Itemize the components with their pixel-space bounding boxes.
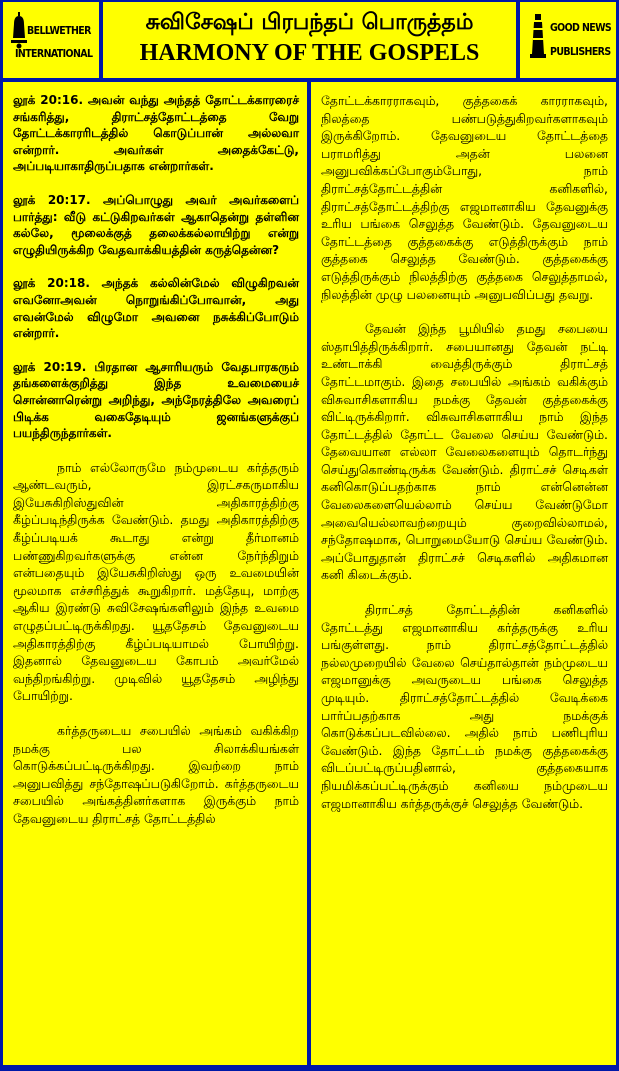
- right-logo-panel: [520, 2, 616, 78]
- verse-luke-20-19: லூக் 20:19. பிரதான ஆசாரியரும் வேதபாரகரும் தங்களைக்குறித்து இந்த உவமையைச் சொன்னாரென்று அறிந்து, அந்நேரத்திலே அவரைப் பிடிக்க வகைதேடியும் ஜனங்களுக்குப் பயந்திருந்தார்கள்.: [13, 359, 299, 441]
- commentary-paragraph: தேவன் இந்த பூமியில் தமது சபையை ஸ்தாபித்திருக்கிறார். சபையானது தேவன் நட்டி உண்டாக்கி வைத்திருக்கும் திராட்சத் தோட்டமாகும். இதை சபையில் அங்கம் வகிக்கும் விசுவாசிகளாகிய நமக்கு தேவன் குத்தகைக்கு விட்டிருக்கிறார். விசுவாசிகளாகிய நாம் இந்த தோட்டத்தில் தோட்ட வேலை செய்ய வேண்டும். தேவையான எல்லா வேலைகளையும் தொடர்ந்து செய்துகொண்டிருக்க வேண்டும். திராட்சச் செடிகள் கனிகொடுப்பதற்காக நாம் என்னென்ன வேலைகளையெல்லாம் செய்ய வேண்டுமோ அவையெல்லாவற்றையும் குறைவில்லாமல், சந்தோஷமாக, பொறுமையோடு செய்ய வேண்டும். அப்போதுதான் திராட்சச் செடிகளில் அதிகமான கனி கிடைக்கும்.: [321, 321, 608, 583]
- verse-luke-20-17: லூக் 20:17. அப்பொழுது அவர் அவர்களைப் பார்த்து: வீடு கட்டுகிறவர்கள் ஆகாதென்று தள்ளின கல்லே, மூலைக்குத் தலைக்கல்லாயிற்று என்று எழுதியிருக்கிற வேதவாக்கியத்தின் கருத்தென்ன?: [13, 192, 299, 257]
- left-column: [3, 82, 307, 1065]
- bellwether-logo: [7, 8, 95, 72]
- right-column: [311, 82, 616, 1065]
- left-logo-line1: BELLWETHER: [27, 25, 91, 37]
- good-news-logo: [524, 8, 612, 72]
- right-logo-line1: GOOD NEWS: [550, 22, 612, 34]
- commentary-paragraph: திராட்சத் தோட்டத்தின் கனிகளில் தோட்டத்து எஜமானாகிய கர்த்தருக்கு உரிய பங்குள்ளது. நாம் திராட்சத்தோட்டத்தில் நல்லமுறையில் வேலை செய்தால்தான் நம்முடைய எஜமானுக்கு அவருடைய பங்கை செலுத்த முடியும். திராட்சத்தோட்டத்தில் வேடிக்கை பார்ப்பதற்காக அது நமக்குக் கொடுக்கப்படவில்லை. அதில் நாம் பணிபுரிய வேண்டும். இந்த தோட்டம் நமக்கு குத்தகைக்கு விடப்பட்டிருப்பதினால், குத்தகையாக நியமிக்கப்பட்டிருக்கும் கனியை நம்முடைய எஜமானாகிய கர்த்தருக்குச் செலுத்த வேண்டும்.: [321, 602, 608, 811]
- title-tamil: சுவிசேஷப் பிரபந்தப் பொருத்தம்: [145, 10, 474, 35]
- title-panel: [103, 2, 516, 78]
- lighthouse-icon: [530, 10, 546, 62]
- left-logo-line2: INTERNATIONAL: [15, 48, 93, 60]
- title-english: HARMONY OF THE GOSPELS: [139, 40, 480, 66]
- commentary-paragraph: தோட்டக்காரராகவும், குத்தகைக் காரராகவும், நிலத்தை பண்படுத்துகிறவர்களாகவும் இருக்கிறோம். தேவனுடைய தோட்டத்தை பராமரித்து அதன் பலனை அனுபவிக்கப்போகும்போது, நாம் திராட்சத்தோட்டத்தின் கனிகளில், திராட்சத்தோட்டத்திற்கு எஜமானாகிய தேவனுக்கு உரிய பங்கை செலுத்த வேண்டும். தேவனுடைய தோட்டத்தை குத்தகைக்கு எடுத்திருக்கும் நாம் குத்தகை செலுத்த வேண்டும். குத்தகைக்கு எடுத்திருக்கும் நிலத்திற்கு குத்தகை செலுத்தாமல், நிலத்தின் முழு பலனையும் அனுபவிப்பது தவறு.: [321, 93, 608, 302]
- commentary-paragraph: கர்த்தருடைய சபையில் அங்கம் வகிக்கிற நமக்கு பல சிலாக்கியங்கள் கொடுக்கப்பட்டிருக்கிறது. இவற்றை நாம் அனுபவித்து சந்தோஷப்படுகிறோம். கர்த்தருடைய சபையில் அங்கத்தினர்களாக இருக்கும் நாம் தேவனுடைய திராட்சத் தோட்டத்தில்: [13, 723, 299, 826]
- left-logo-panel: [3, 2, 99, 78]
- verse-luke-20-18: லூக் 20:18. அந்தக் கல்லின்மேல் விழுகிறவன் எவனோஅவன் நொறுங்கிப்போவான், அது எவன்மேல் விழுமோ அவனை நசுக்கிப்போடும் என்றார்.: [13, 276, 299, 341]
- right-logo-line2: PUBLISHERS: [550, 46, 611, 58]
- verse-luke-20-16: லூக் 20:16. அவன் வந்து அந்தத் தோட்டக்காரரைச் சங்கரித்து, திராட்சத்தோட்டத்தை வேறு தோட்டக்காரரிடத்தில் கொடுப்பான் அல்லவா என்றார். அவர்கள் அதைக்கேட்டு, அப்படியாகாதிருப்பதாக என்றார்கள்.: [13, 93, 299, 174]
- commentary-paragraph: நாம் எல்லோருமே நம்முடைய கர்த்தரும் ஆண்டவரும், இரட்சகருமாகிய இயேசுகிறிஸ்துவின் அதிகாரத்திற்கு கீழ்ப்படிந்திருக்க வேண்டும். தமது அதிகாரத்திற்கு கீழ்ப்படியக் கூடாது என்று தீர்மானம் பண்ணுகிறவர்களுக்கு என்ன நேர்ந்திறும் என்பதையும் இயேசுகிறிஸ்து ஒரு உவமையின் மூலமாக எச்சரித்துக் கூறுகிறார். மத்தேயு, மாற்கு ஆகிய இரண்டு சுவிசேஷங்களிலும் இந்த உவமை எழுதப்பட்டிருக்கிறது. யூததேசம் தேவனுடைய அதிகாரத்திற்கு கீழ்ப்படியாமல் போயிற்று. இதனால் தேவனுடைய கோபம் அவர்மேல் வந்திறங்கிற்று. முடிவில் யூததேசம் அழிந்து போயிற்று.: [13, 459, 299, 704]
